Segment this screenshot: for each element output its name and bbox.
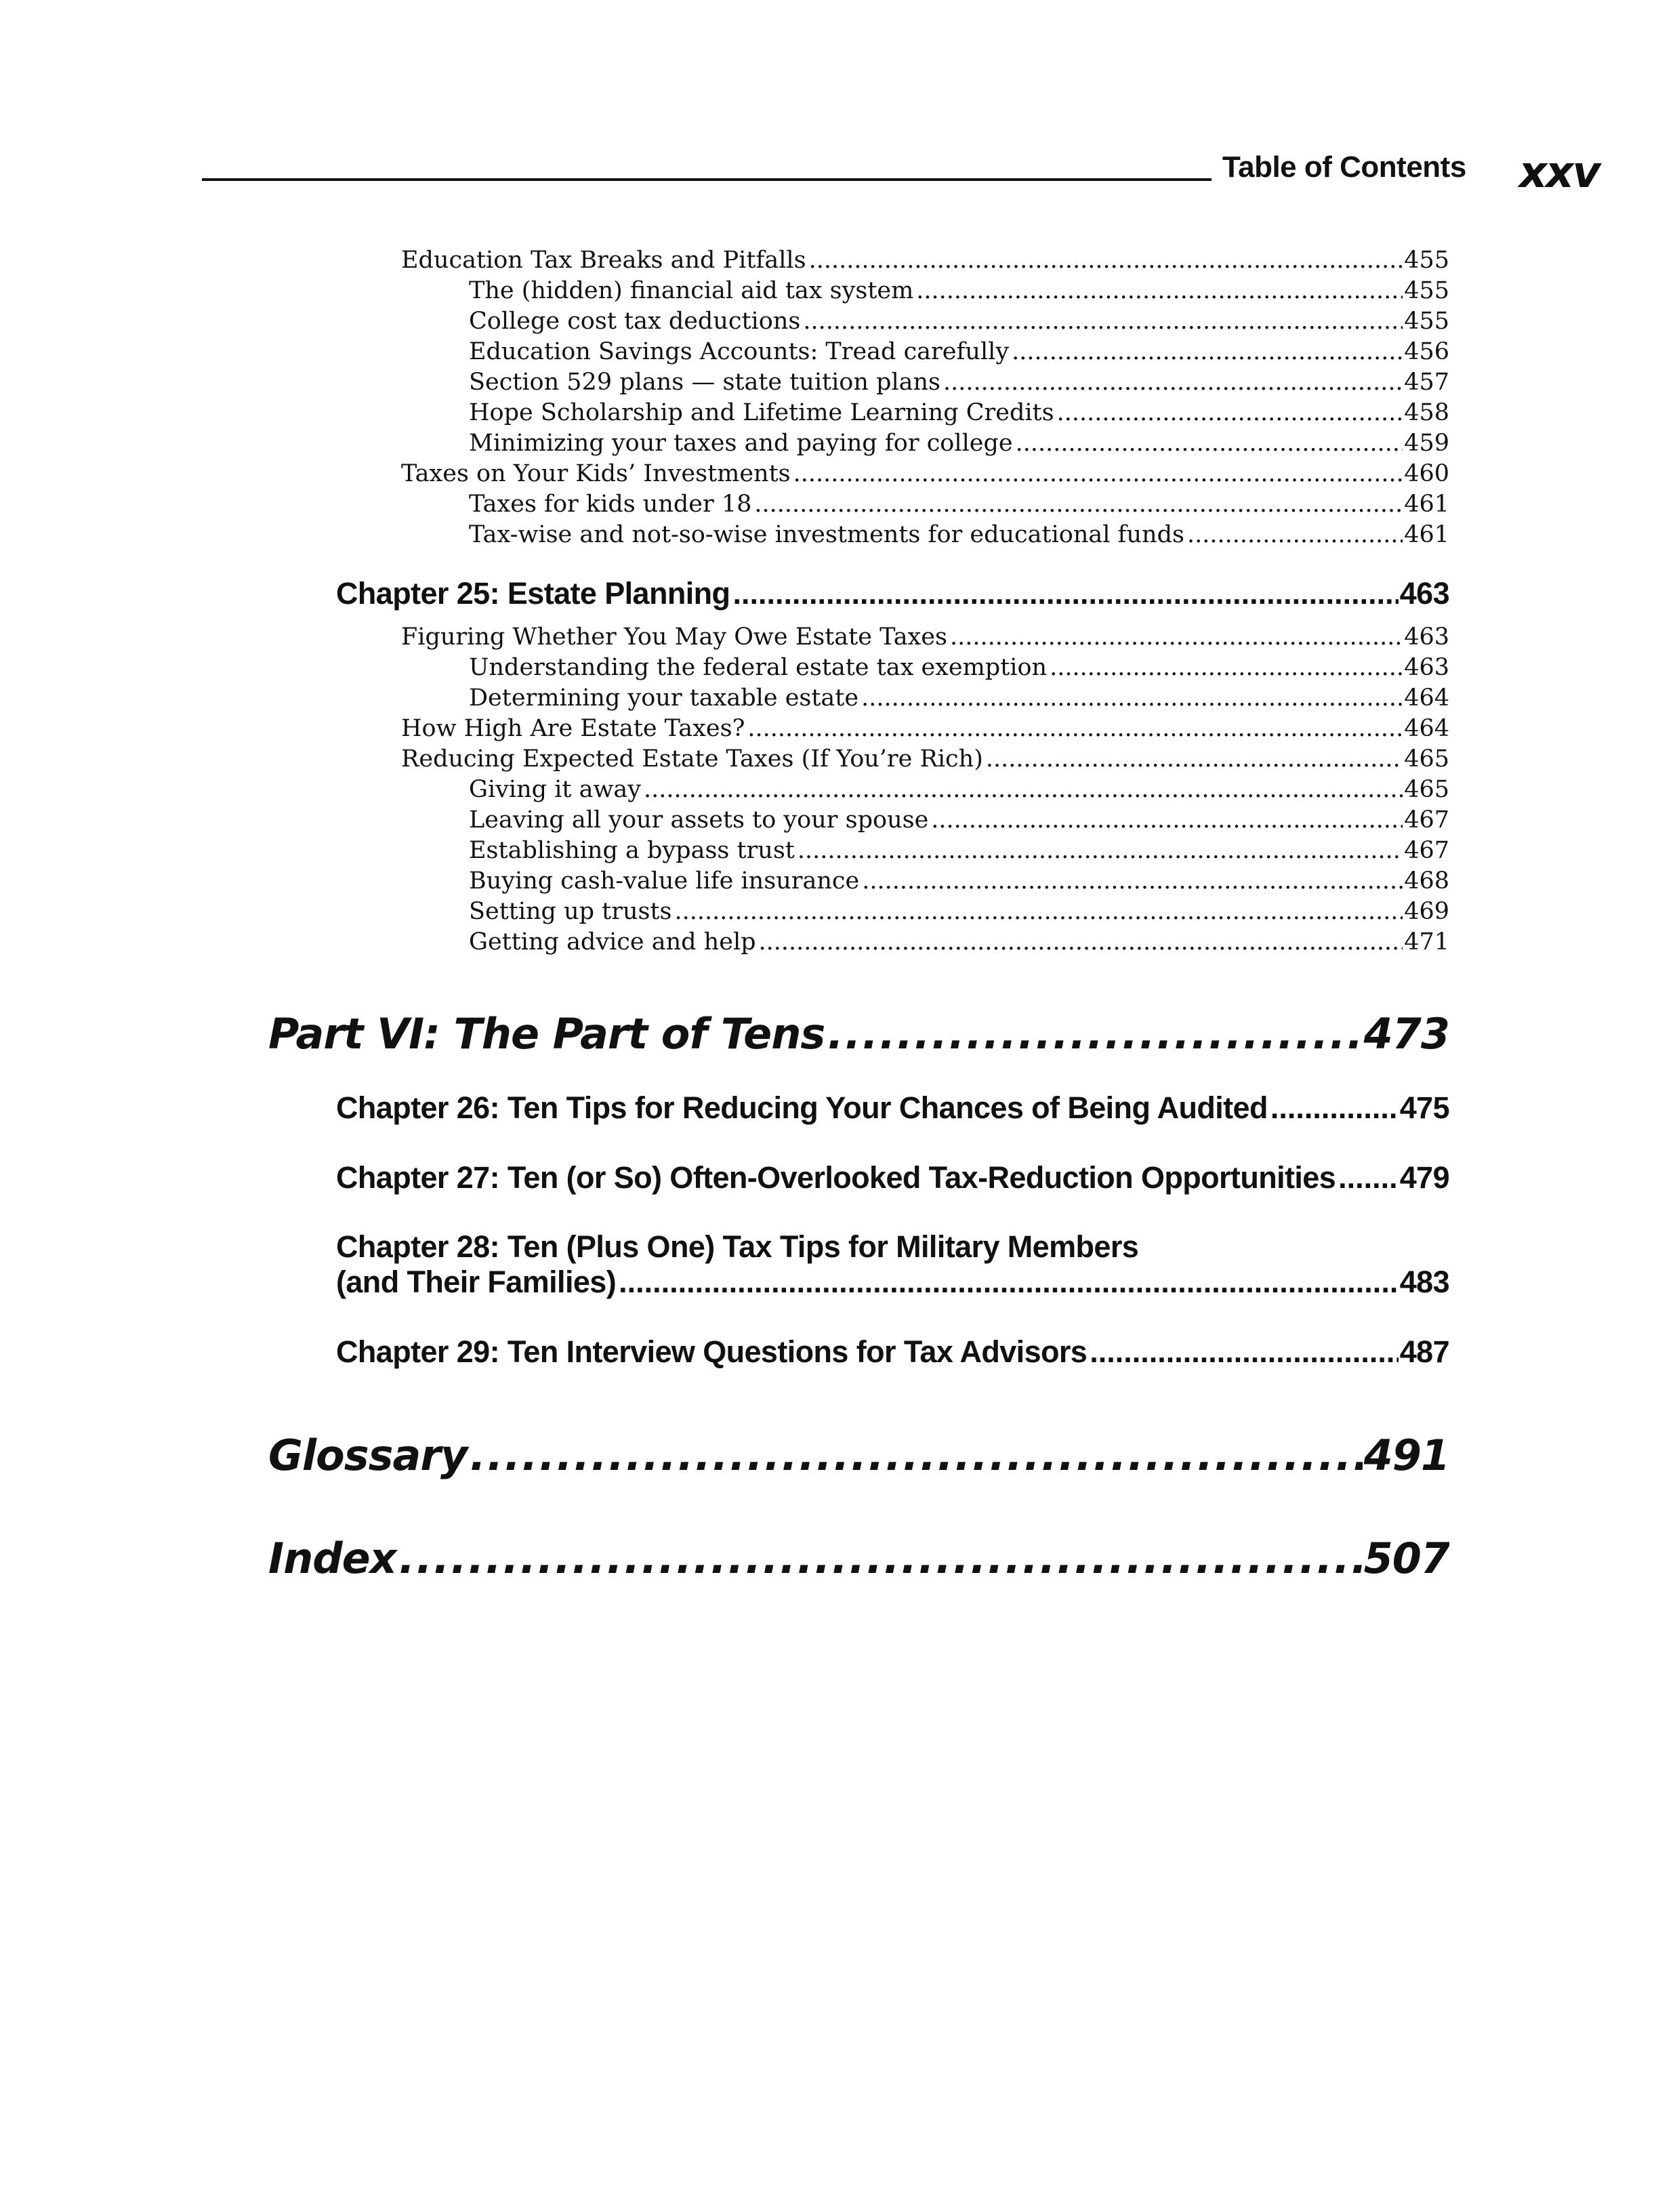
dot-leader (1016, 428, 1403, 459)
toc-entry-label: Determining your taxable estate (469, 684, 859, 712)
toc-entry-page: 467 (1404, 837, 1449, 864)
dot-leader (793, 459, 1403, 489)
chapter-title: Chapter 27: Ten (or So) Often-Overlooked Tax-Reduction Opportunities (336, 1160, 1336, 1195)
toc-entry-label: Education Tax Breaks and Pitfalls (401, 247, 806, 274)
dot-leader (674, 897, 1403, 927)
toc-entry-label: Figuring Whether You May Owe Estate Taxes (401, 623, 947, 651)
dot-leader (1090, 1333, 1398, 1370)
chapter-page: 487 (1399, 1334, 1449, 1369)
dot-leader (747, 714, 1403, 744)
toc-entry[interactable] (469, 489, 1449, 520)
chapter-page: 475 (1399, 1090, 1449, 1125)
toc-entry[interactable] (469, 367, 1449, 398)
toc-entry[interactable] (469, 520, 1449, 550)
toc-entry-page: 464 (1404, 684, 1449, 712)
toc-entry-page: 465 (1404, 776, 1449, 803)
dot-leader (986, 744, 1403, 775)
toc-entry-label: Buying cash-value life insurance (469, 867, 860, 895)
toc-entry-page: 463 (1404, 623, 1449, 651)
toc-entry-label: Hope Scholarship and Lifetime Learning Credits (469, 399, 1054, 426)
toc-entry-label: How High Are Estate Taxes? (401, 715, 745, 742)
toc-entry-page: 471 (1404, 928, 1449, 956)
toc-entry-page: 455 (1404, 277, 1449, 304)
part-title: Part VI: The Part of Tens (268, 1009, 825, 1059)
dot-leader (619, 1263, 1399, 1300)
toc-entry-label: The (hidden) financial aid tax system (469, 277, 914, 304)
dot-leader (798, 836, 1403, 866)
toc-entry-page: 460 (1404, 460, 1449, 487)
dot-leader (862, 866, 1403, 897)
glossary-page: 491 (1363, 1431, 1449, 1480)
chapter-25-heading[interactable] (336, 575, 1449, 612)
toc-entry[interactable] (401, 622, 1449, 653)
glossary-heading[interactable] (268, 1430, 1449, 1481)
toc-entry[interactable] (469, 306, 1449, 337)
toc-entry-page: 457 (1404, 369, 1449, 396)
toc-entry-page: 455 (1404, 308, 1449, 335)
toc-entry-label: Education Savings Accounts: Tread carefully (469, 338, 1010, 365)
page-number: xxv (1519, 148, 1600, 198)
toc-entry-label: Setting up trusts (469, 898, 672, 925)
toc-entry-page: 464 (1404, 715, 1449, 742)
dot-leader (827, 1008, 1362, 1059)
header-rule (202, 178, 1212, 181)
chapter-page: 463 (1399, 576, 1449, 611)
toc-entry-page: 467 (1404, 806, 1449, 834)
dot-leader (470, 1430, 1362, 1481)
chapter-28-heading[interactable] (336, 1263, 1449, 1300)
toc-entry-page: 465 (1404, 745, 1449, 773)
toc-entry-label: Understanding the federal estate tax exemption (469, 654, 1048, 681)
chapter-27-heading[interactable] (336, 1159, 1449, 1196)
toc-entry-label: Giving it away (469, 776, 642, 803)
toc-entry-page: 455 (1404, 247, 1449, 274)
dot-leader (399, 1533, 1363, 1584)
toc-entry[interactable] (469, 836, 1449, 866)
chapter-title: Chapter 26: Ten Tips for Reducing Your Chances of Being Audited (336, 1090, 1268, 1125)
toc-entry[interactable] (469, 428, 1449, 459)
toc-entry-label: Taxes for kids under 18 (469, 491, 752, 518)
index-heading[interactable] (268, 1533, 1449, 1584)
index-page: 507 (1363, 1534, 1449, 1583)
chapter-26-heading[interactable] (336, 1089, 1449, 1126)
toc-entry[interactable] (469, 276, 1449, 306)
dot-leader (759, 927, 1403, 958)
toc-entry[interactable] (401, 459, 1449, 489)
dot-leader (809, 245, 1403, 276)
toc-entry-page: 459 (1404, 430, 1449, 457)
toc-entry[interactable] (469, 897, 1449, 927)
part-page: 473 (1363, 1009, 1449, 1059)
dot-leader (1338, 1159, 1399, 1196)
toc-entry-label: Reducing Expected Estate Taxes (If You’re Rich) (401, 745, 983, 773)
dot-leader (861, 683, 1403, 714)
dot-leader (1012, 337, 1403, 367)
chapter-28-title-line1[interactable]: Chapter 28: Ten (Plus One) Tax Tips for Military Members (336, 1229, 1139, 1264)
dot-leader (644, 775, 1403, 805)
running-header-title: Table of Contents (1222, 150, 1466, 184)
toc-entry[interactable] (469, 866, 1449, 897)
dot-leader (754, 489, 1403, 520)
toc-entry[interactable] (469, 805, 1449, 836)
toc-entry-label: Establishing a bypass trust (469, 837, 795, 864)
toc-entry[interactable] (469, 653, 1449, 683)
dot-leader (1270, 1089, 1399, 1126)
toc-entry[interactable] (401, 245, 1449, 276)
dot-leader (732, 575, 1398, 612)
toc-entry-label: Taxes on Your Kids’ Investments (401, 460, 791, 487)
toc-entry[interactable] (469, 683, 1449, 714)
chapter-title: Chapter 25: Estate Planning (336, 576, 730, 611)
toc-entry-page: 468 (1404, 867, 1449, 895)
dot-leader (916, 276, 1403, 306)
dot-leader (931, 805, 1403, 836)
toc-entry-page: 461 (1404, 491, 1449, 518)
part-6-heading[interactable] (268, 1008, 1449, 1059)
toc-entry-page: 469 (1404, 898, 1449, 925)
toc-entry-page: 461 (1404, 521, 1449, 548)
chapter-page: 479 (1399, 1160, 1449, 1195)
toc-entry-page: 458 (1404, 399, 1449, 426)
dot-leader (943, 367, 1403, 398)
toc-entry[interactable] (401, 744, 1449, 775)
toc-entry-label: Minimizing your taxes and paying for college (469, 430, 1013, 457)
toc-entry-page: 463 (1404, 654, 1449, 681)
toc-entry-label: Getting advice and help (469, 928, 756, 956)
dot-leader (950, 622, 1403, 653)
toc-entry[interactable] (469, 337, 1449, 367)
toc-entry-page: 456 (1404, 338, 1449, 365)
glossary-title: Glossary (268, 1431, 468, 1480)
toc-entry-label: Leaving all your assets to your spouse (469, 806, 929, 834)
chapter-title: Chapter 29: Ten Interview Questions for Tax Advisors (336, 1334, 1088, 1369)
dot-leader (1050, 653, 1403, 683)
chapter-title-line2: (and Their Families) (336, 1265, 617, 1299)
chapter-29-heading[interactable] (336, 1333, 1449, 1370)
toc-entry-label: College cost tax deductions (469, 308, 801, 335)
chapter-page: 483 (1399, 1265, 1449, 1299)
toc-entry[interactable] (469, 927, 1449, 958)
dot-leader (1057, 398, 1403, 428)
toc-entry-label: Section 529 plans — state tuition plans (469, 369, 941, 396)
toc-entry[interactable] (469, 775, 1449, 805)
index-title: Index (268, 1534, 396, 1583)
dot-leader (1187, 520, 1403, 550)
dot-leader (803, 306, 1403, 337)
toc-entry[interactable] (401, 714, 1449, 744)
toc-entry[interactable] (469, 398, 1449, 428)
toc-entry-label: Tax-wise and not-so-wise investments for educational funds (469, 521, 1184, 548)
